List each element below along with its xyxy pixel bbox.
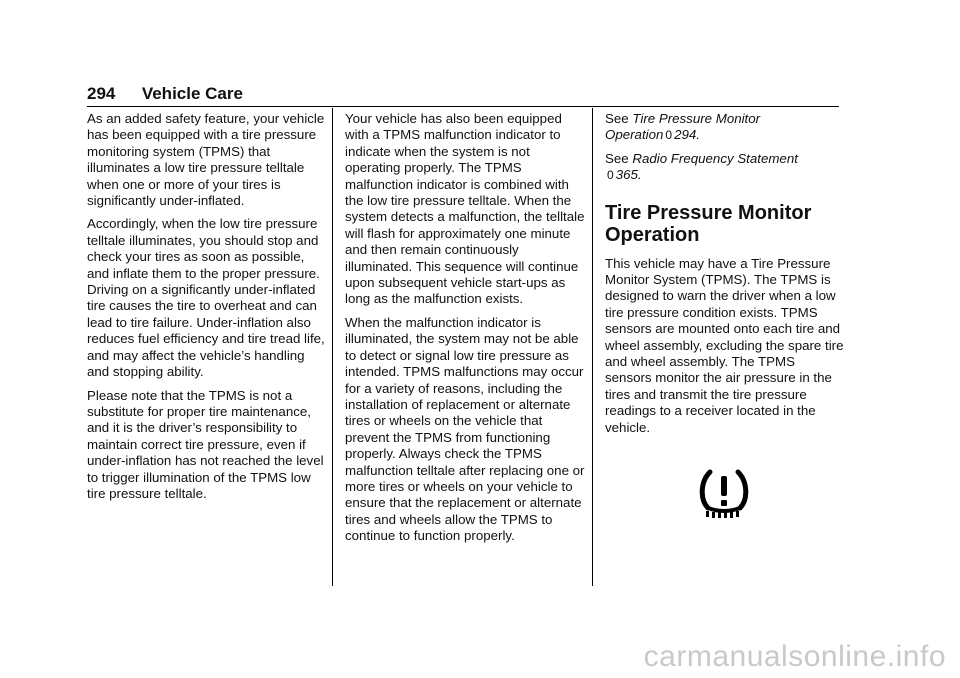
reference-page: 365. <box>615 167 642 183</box>
tpms-warning-icon <box>696 466 752 518</box>
column-divider <box>592 108 593 586</box>
paragraph: When the malfunction indicator is illuminated, the system may not be able to detect or signal low tire pressure as intended. TPMS malfunctions may occur for a variety of reasons, including the installation of replacement or alternate tires or wheels on the vehicle that prevent the TPMS from functioning properly. Always check the TPMS malfunction telltale after replacing one or more tires or wheels on your vehicle to ensure that the replacement or alternate tires and wheels allow the TPMS to continue to function properly. <box>345 314 585 544</box>
column-middle <box>345 111 585 552</box>
paragraph: As an added safety feature, your vehicle has been equipped with a tire pressure monitoring system (TPMS) that illuminates a low tire pressure telltale when one or more of your tires is significantly under-inflated. <box>87 111 325 209</box>
section-title: Vehicle Care <box>141 84 243 103</box>
paragraph: Accordingly, when the low tire pressure telltale illuminates, you should stop and check your tires as soon as possible, and inflate them to the proper pressure. Driving on a significantly under-inflated tire causes the tire to overheat and can lead to tire failure. Under-inflation also reduces fuel efficiency and tire tread life, and may affect the vehicle’s handling and stopping ability. <box>87 216 325 380</box>
cross-reference <box>605 111 845 144</box>
paragraph: Your vehicle has also been equipped with a TPMS malfunction indicator to indicate when the system is not operating properly. The TPMS malfunction indicator is combined with the low tire pressure telltale. When the system detects a malfunction, the telltale will flash for approximately one minute and then remain continuously illuminated. This sequence will continue upon subsequent vehicle start-ups as long as the malfunction exists. <box>345 111 585 307</box>
watermark: carmanualsonline.info <box>643 640 946 673</box>
see-label: See <box>605 150 633 166</box>
see-label: See <box>605 111 633 126</box>
paragraph: Please note that the TPMS is not a substitute for proper tire maintenance, and it is the driver’s responsibility to maintain correct tire pressure, even if under-inflation has not reached the level to trigger illumination of the TPMS low tire pressure telltale. <box>87 387 324 501</box>
reference-page: 294. <box>674 127 700 143</box>
cross-reference <box>605 151 845 184</box>
arrow-icon: 0 <box>607 168 614 183</box>
column-divider <box>332 108 333 586</box>
paragraph: This vehicle may have a Tire Pressure Monitor System (TPMS). The TPMS is designed to warn the driver when a low tire pressure condition exists. TPMS sensors are mounted onto each tire and wheel assembly, excluding the spare tire and wheel assembly. The TPMS sensors monitor the air pressure in the tires and transmit the tire pressure readings to a receiver located in the vehicle. <box>605 255 844 435</box>
reference-link[interactable]: Radio Frequency Statement <box>632 150 798 166</box>
reference-link[interactable]: Tire Pressure Monitor Operation <box>605 111 761 143</box>
page-number: 294 <box>87 84 116 103</box>
page-header <box>87 84 839 107</box>
column-left <box>87 111 327 509</box>
section-heading: Tire Pressure Monitor Operation <box>605 201 812 246</box>
column-right <box>605 111 845 443</box>
arrow-icon: 0 <box>665 128 673 143</box>
